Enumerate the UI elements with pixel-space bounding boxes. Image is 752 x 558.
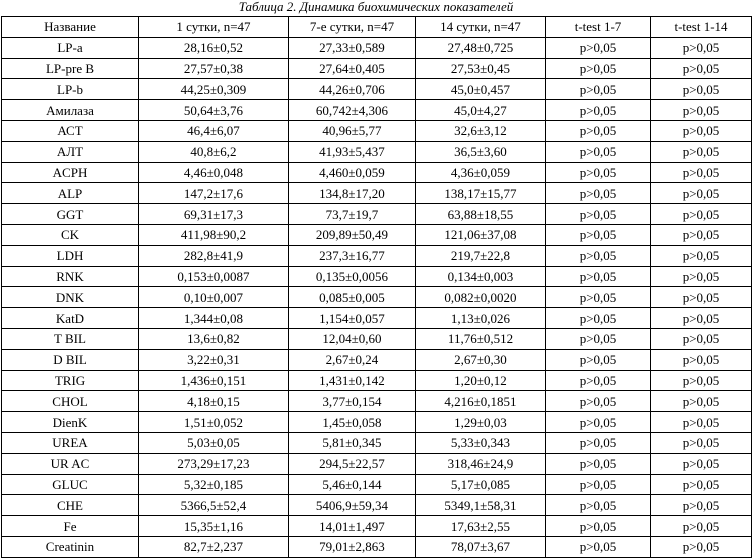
cell-ttest-1-14: p>0,05 bbox=[651, 183, 752, 204]
cell-ttest-1-14: p>0,05 bbox=[651, 536, 752, 557]
cell-name: DienK bbox=[2, 412, 139, 433]
cell-ttest-1-7: p>0,05 bbox=[546, 349, 651, 370]
cell-day-1: 28,16±0,52 bbox=[139, 37, 289, 58]
table-row bbox=[2, 453, 752, 474]
table-row bbox=[2, 495, 752, 516]
cell-ttest-1-7: p>0,05 bbox=[546, 120, 651, 141]
cell-name: TRIG bbox=[2, 370, 139, 391]
cell-day-7: 237,3±16,77 bbox=[289, 245, 416, 266]
cell-day-14: 32,6±3,12 bbox=[416, 120, 546, 141]
cell-name: DNK bbox=[2, 287, 139, 308]
cell-day-7: 40,96±5,77 bbox=[289, 120, 416, 141]
table-row bbox=[2, 141, 752, 162]
cell-ttest-1-7: p>0,05 bbox=[546, 308, 651, 329]
cell-ttest-1-14: p>0,05 bbox=[651, 37, 752, 58]
cell-ttest-1-7: p>0,05 bbox=[546, 453, 651, 474]
cell-day-14: 121,06±37,08 bbox=[416, 224, 546, 245]
cell-ttest-1-14: p>0,05 bbox=[651, 162, 752, 183]
cell-day-14: 4,216±0,1851 bbox=[416, 391, 546, 412]
cell-ttest-1-14: p>0,05 bbox=[651, 58, 752, 79]
cell-day-14: 5,33±0,343 bbox=[416, 432, 546, 453]
cell-day-7: 1,431±0,142 bbox=[289, 370, 416, 391]
table-row bbox=[2, 370, 752, 391]
cell-ttest-1-7: p>0,05 bbox=[546, 100, 651, 121]
table-row bbox=[2, 245, 752, 266]
cell-name: KatD bbox=[2, 308, 139, 329]
cell-day-7: 5,46±0,144 bbox=[289, 474, 416, 495]
cell-day-7: 1,45±0,058 bbox=[289, 412, 416, 433]
cell-day-7: 44,26±0,706 bbox=[289, 79, 416, 100]
cell-day-7: 27,33±0,589 bbox=[289, 37, 416, 58]
cell-name: АСТ bbox=[2, 120, 139, 141]
cell-name: RNK bbox=[2, 266, 139, 287]
cell-day-14: 138,17±15,77 bbox=[416, 183, 546, 204]
header-name: Название bbox=[2, 17, 139, 38]
cell-ttest-1-14: p>0,05 bbox=[651, 349, 752, 370]
cell-day-7: 0,135±0,0056 bbox=[289, 266, 416, 287]
cell-day-1: 147,2±17,6 bbox=[139, 183, 289, 204]
cell-ttest-1-7: p>0,05 bbox=[546, 391, 651, 412]
header-day-1: 1 сутки, n=47 bbox=[139, 17, 289, 38]
cell-name: LDH bbox=[2, 245, 139, 266]
cell-day-1: 27,57±0,38 bbox=[139, 58, 289, 79]
cell-ttest-1-14: p>0,05 bbox=[651, 516, 752, 537]
cell-day-14: 2,67±0,30 bbox=[416, 349, 546, 370]
table-row bbox=[2, 100, 752, 121]
cell-day-14: 4,36±0,059 bbox=[416, 162, 546, 183]
cell-day-1: 5,03±0,05 bbox=[139, 432, 289, 453]
cell-ttest-1-7: p>0,05 bbox=[546, 495, 651, 516]
cell-day-1: 4,46±0,048 bbox=[139, 162, 289, 183]
cell-day-14: 1,29±0,03 bbox=[416, 412, 546, 433]
cell-ttest-1-7: p>0,05 bbox=[546, 224, 651, 245]
cell-day-7: 134,8±17,20 bbox=[289, 183, 416, 204]
cell-day-7: 73,7±19,7 bbox=[289, 204, 416, 225]
header-ttest-1-7: t-test 1-7 bbox=[546, 17, 651, 38]
cell-ttest-1-7: p>0,05 bbox=[546, 432, 651, 453]
cell-day-14: 1,13±0,026 bbox=[416, 308, 546, 329]
cell-day-14: 0,082±0,0020 bbox=[416, 287, 546, 308]
header-day-14: 14 сутки, n=47 bbox=[416, 17, 546, 38]
cell-day-7: 27,64±0,405 bbox=[289, 58, 416, 79]
cell-ttest-1-7: p>0,05 bbox=[546, 412, 651, 433]
table-row bbox=[2, 412, 752, 433]
cell-day-1: 5,32±0,185 bbox=[139, 474, 289, 495]
cell-day-1: 1,344±0,08 bbox=[139, 308, 289, 329]
cell-name: GGT bbox=[2, 204, 139, 225]
cell-name: GLUC bbox=[2, 474, 139, 495]
table-row bbox=[2, 58, 752, 79]
cell-name: Creatinin bbox=[2, 536, 139, 557]
table-row bbox=[2, 349, 752, 370]
cell-day-1: 0,153±0,0087 bbox=[139, 266, 289, 287]
table-row bbox=[2, 308, 752, 329]
cell-ttest-1-7: p>0,05 bbox=[546, 79, 651, 100]
cell-name: LP-b bbox=[2, 79, 139, 100]
cell-day-14: 45,0±4,27 bbox=[416, 100, 546, 121]
cell-day-14: 17,63±2,55 bbox=[416, 516, 546, 537]
cell-ttest-1-14: p>0,05 bbox=[651, 432, 752, 453]
cell-day-14: 36,5±3,60 bbox=[416, 141, 546, 162]
cell-day-14: 78,07±3,67 bbox=[416, 536, 546, 557]
cell-name: CHE bbox=[2, 495, 139, 516]
table-row bbox=[2, 183, 752, 204]
cell-day-14: 11,76±0,512 bbox=[416, 328, 546, 349]
cell-day-1: 82,7±2,237 bbox=[139, 536, 289, 557]
cell-day-1: 1,51±0,052 bbox=[139, 412, 289, 433]
cell-name: LP-pre B bbox=[2, 58, 139, 79]
cell-day-14: 0,134±0,003 bbox=[416, 266, 546, 287]
cell-name: T BIL bbox=[2, 328, 139, 349]
table-caption: Таблица 2. Динамика биохимических показателей bbox=[238, 0, 514, 14]
cell-day-1: 0,10±0,007 bbox=[139, 287, 289, 308]
table-row bbox=[2, 474, 752, 495]
cell-day-1: 46,4±6,07 bbox=[139, 120, 289, 141]
cell-day-1: 5366,5±52,4 bbox=[139, 495, 289, 516]
cell-ttest-1-14: p>0,05 bbox=[651, 453, 752, 474]
cell-day-1: 3,22±0,31 bbox=[139, 349, 289, 370]
cell-day-7: 294,5±22,57 bbox=[289, 453, 416, 474]
cell-ttest-1-14: p>0,05 bbox=[651, 224, 752, 245]
cell-ttest-1-14: p>0,05 bbox=[651, 474, 752, 495]
cell-day-7: 60,742±4,306 bbox=[289, 100, 416, 121]
cell-day-7: 209,89±50,49 bbox=[289, 224, 416, 245]
cell-name: Амилаза bbox=[2, 100, 139, 121]
table-row bbox=[2, 328, 752, 349]
cell-day-14: 5,17±0,085 bbox=[416, 474, 546, 495]
cell-ttest-1-7: p>0,05 bbox=[546, 287, 651, 308]
cell-ttest-1-7: p>0,05 bbox=[546, 183, 651, 204]
cell-day-1: 15,35±1,16 bbox=[139, 516, 289, 537]
table-body bbox=[2, 37, 752, 557]
cell-ttest-1-14: p>0,05 bbox=[651, 412, 752, 433]
cell-ttest-1-14: p>0,05 bbox=[651, 308, 752, 329]
cell-day-14: 219,7±22,8 bbox=[416, 245, 546, 266]
cell-day-14: 63,88±18,55 bbox=[416, 204, 546, 225]
cell-day-1: 69,31±17,3 bbox=[139, 204, 289, 225]
table-row bbox=[2, 120, 752, 141]
cell-day-1: 13,6±0,82 bbox=[139, 328, 289, 349]
cell-ttest-1-7: p>0,05 bbox=[546, 37, 651, 58]
table-header-row bbox=[2, 17, 752, 38]
cell-name: UREA bbox=[2, 432, 139, 453]
table-row bbox=[2, 204, 752, 225]
cell-day-7: 41,93±5,437 bbox=[289, 141, 416, 162]
cell-ttest-1-14: p>0,05 bbox=[651, 141, 752, 162]
cell-name: LP-a bbox=[2, 37, 139, 58]
cell-day-1: 4,18±0,15 bbox=[139, 391, 289, 412]
cell-day-14: 1,20±0,12 bbox=[416, 370, 546, 391]
table-row bbox=[2, 391, 752, 412]
table-row bbox=[2, 37, 752, 58]
table-row bbox=[2, 224, 752, 245]
cell-ttest-1-14: p>0,05 bbox=[651, 370, 752, 391]
cell-ttest-1-14: p>0,05 bbox=[651, 79, 752, 100]
cell-name: CHOL bbox=[2, 391, 139, 412]
table-row bbox=[2, 432, 752, 453]
cell-day-7: 5406,9±59,34 bbox=[289, 495, 416, 516]
cell-day-7: 14,01±1,497 bbox=[289, 516, 416, 537]
biochemical-table bbox=[1, 16, 752, 558]
table-row bbox=[2, 536, 752, 557]
cell-ttest-1-14: p>0,05 bbox=[651, 495, 752, 516]
cell-ttest-1-14: p>0,05 bbox=[651, 245, 752, 266]
cell-ttest-1-14: p>0,05 bbox=[651, 204, 752, 225]
cell-ttest-1-14: p>0,05 bbox=[651, 100, 752, 121]
cell-name: Fe bbox=[2, 516, 139, 537]
table-row bbox=[2, 287, 752, 308]
cell-day-1: 411,98±90,2 bbox=[139, 224, 289, 245]
cell-day-14: 318,46±24,9 bbox=[416, 453, 546, 474]
cell-day-1: 50,64±3,76 bbox=[139, 100, 289, 121]
cell-day-14: 27,53±0,45 bbox=[416, 58, 546, 79]
table-row bbox=[2, 266, 752, 287]
cell-name: ALP bbox=[2, 183, 139, 204]
cell-ttest-1-7: p>0,05 bbox=[546, 266, 651, 287]
cell-ttest-1-14: p>0,05 bbox=[651, 266, 752, 287]
cell-day-7: 1,154±0,057 bbox=[289, 308, 416, 329]
cell-day-1: 44,25±0,309 bbox=[139, 79, 289, 100]
cell-name: АЛТ bbox=[2, 141, 139, 162]
cell-ttest-1-7: p>0,05 bbox=[546, 162, 651, 183]
cell-day-1: 273,29±17,23 bbox=[139, 453, 289, 474]
cell-ttest-1-14: p>0,05 bbox=[651, 287, 752, 308]
cell-ttest-1-7: p>0,05 bbox=[546, 370, 651, 391]
cell-ttest-1-14: p>0,05 bbox=[651, 328, 752, 349]
cell-ttest-1-7: p>0,05 bbox=[546, 516, 651, 537]
cell-ttest-1-7: p>0,05 bbox=[546, 204, 651, 225]
cell-ttest-1-14: p>0,05 bbox=[651, 120, 752, 141]
cell-ttest-1-7: p>0,05 bbox=[546, 245, 651, 266]
cell-day-7: 5,81±0,345 bbox=[289, 432, 416, 453]
cell-day-7: 12,04±0,60 bbox=[289, 328, 416, 349]
cell-name: ACPH bbox=[2, 162, 139, 183]
cell-name: CK bbox=[2, 224, 139, 245]
cell-day-7: 3,77±0,154 bbox=[289, 391, 416, 412]
cell-ttest-1-7: p>0,05 bbox=[546, 474, 651, 495]
cell-ttest-1-14: p>0,05 bbox=[651, 391, 752, 412]
cell-day-1: 40,8±6,2 bbox=[139, 141, 289, 162]
header-ttest-1-14: t-test 1-14 bbox=[651, 17, 752, 38]
table-row bbox=[2, 162, 752, 183]
cell-day-7: 0,085±0,005 bbox=[289, 287, 416, 308]
cell-day-1: 282,8±41,9 bbox=[139, 245, 289, 266]
cell-day-7: 79,01±2,863 bbox=[289, 536, 416, 557]
header-day-7: 7-е сутки, n=47 bbox=[289, 17, 416, 38]
cell-name: UR AC bbox=[2, 453, 139, 474]
cell-ttest-1-7: p>0,05 bbox=[546, 328, 651, 349]
cell-name: D BIL bbox=[2, 349, 139, 370]
cell-ttest-1-7: p>0,05 bbox=[546, 536, 651, 557]
cell-ttest-1-7: p>0,05 bbox=[546, 141, 651, 162]
cell-day-14: 5349,1±58,31 bbox=[416, 495, 546, 516]
table-row bbox=[2, 79, 752, 100]
cell-day-7: 2,67±0,24 bbox=[289, 349, 416, 370]
cell-day-14: 45,0±0,457 bbox=[416, 79, 546, 100]
cell-ttest-1-7: p>0,05 bbox=[546, 58, 651, 79]
cell-day-7: 4,460±0,059 bbox=[289, 162, 416, 183]
cell-day-14: 27,48±0,725 bbox=[416, 37, 546, 58]
cell-day-1: 1,436±0,151 bbox=[139, 370, 289, 391]
table-row bbox=[2, 516, 752, 537]
